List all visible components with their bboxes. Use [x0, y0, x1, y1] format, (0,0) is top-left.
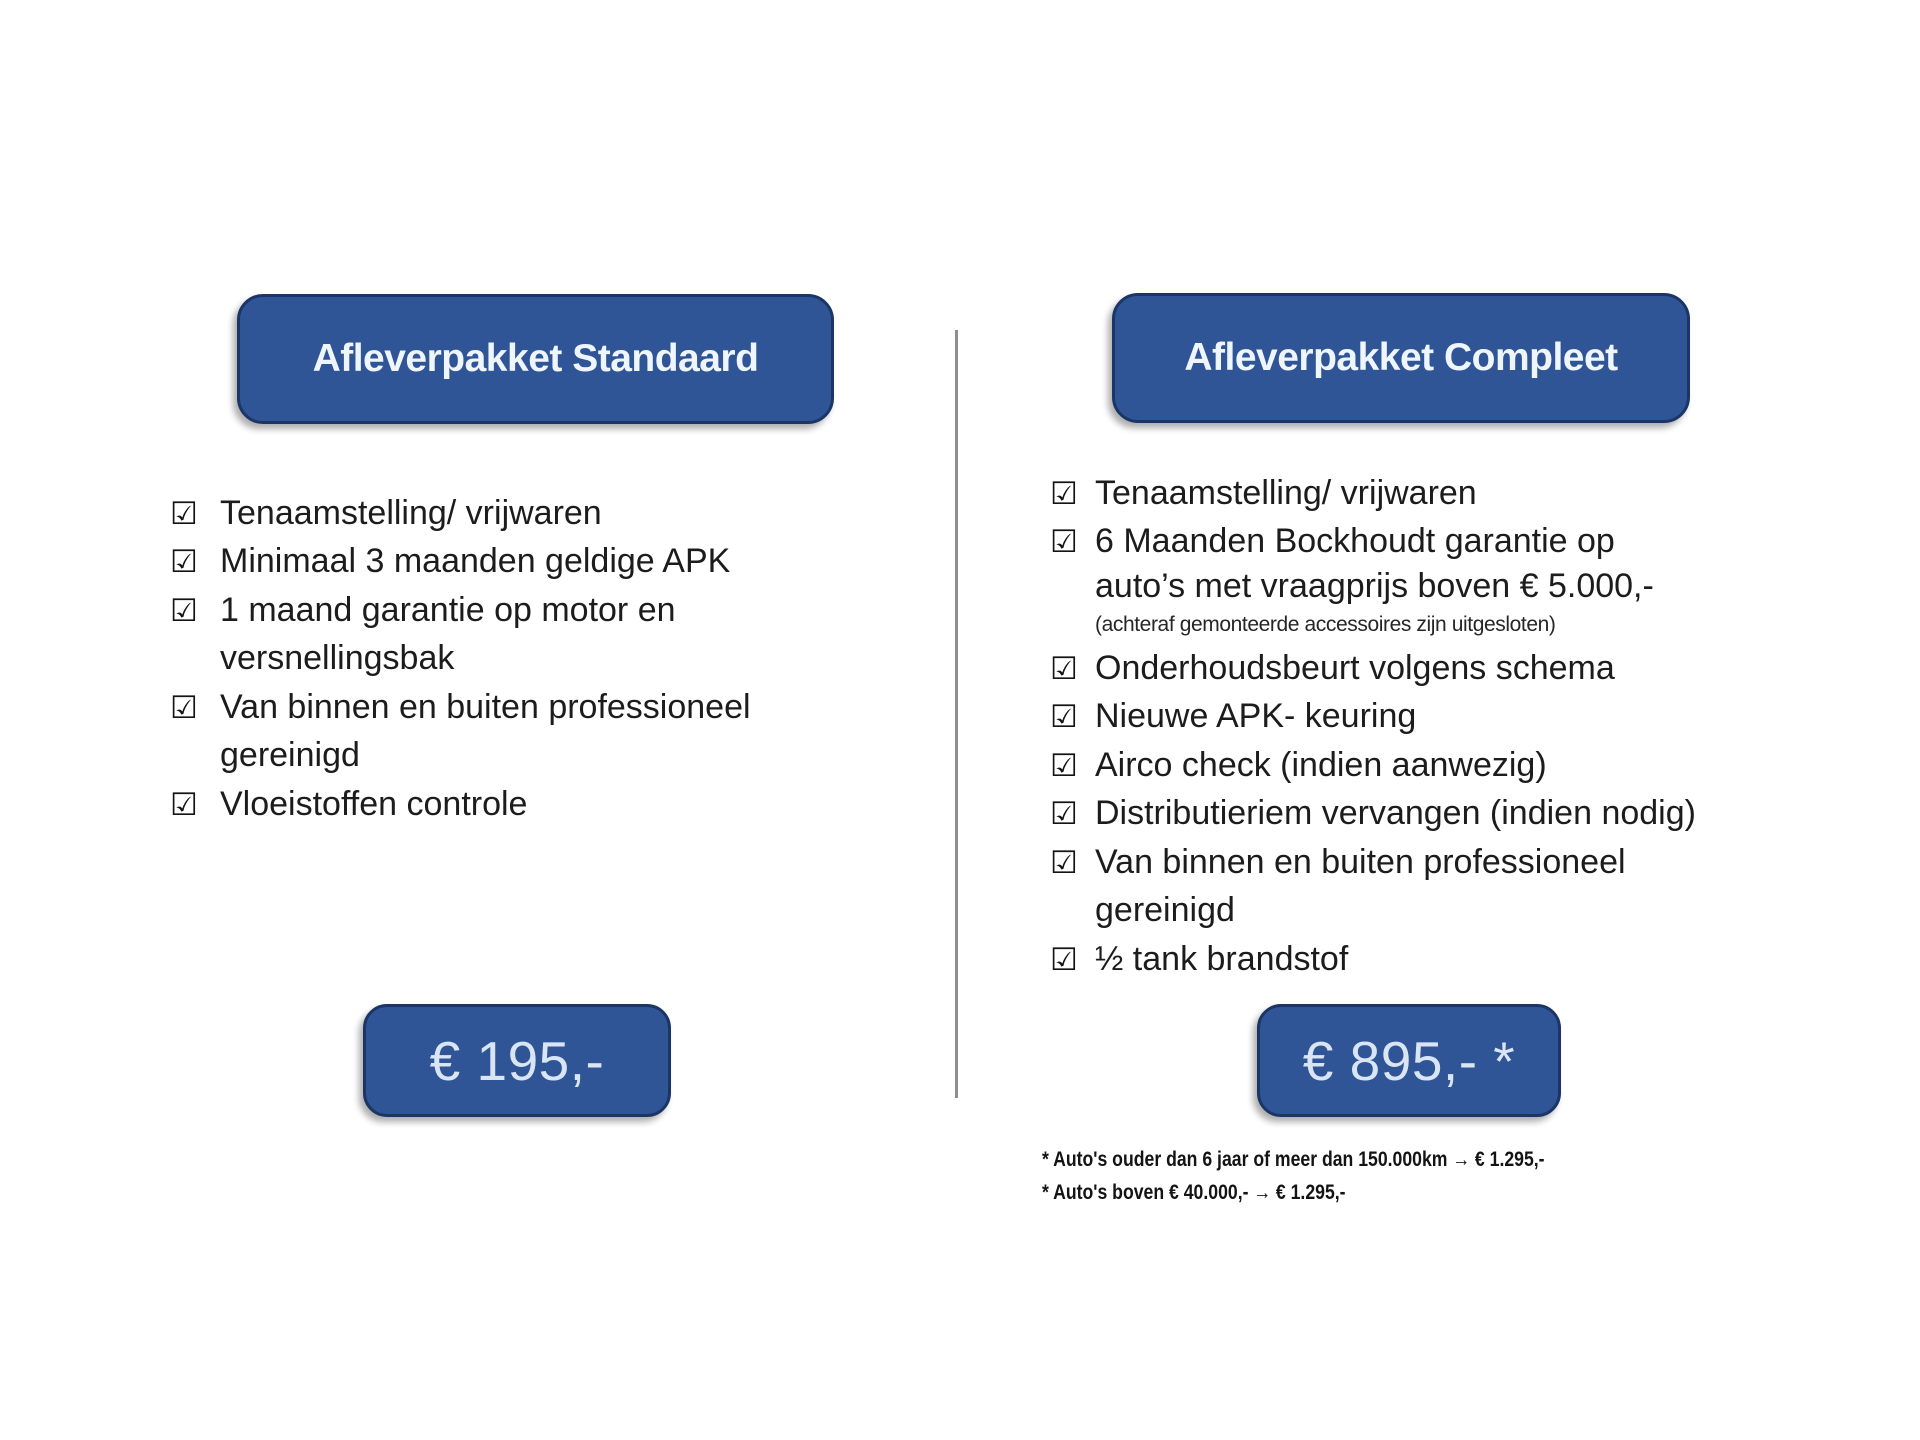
list-item [170, 538, 870, 587]
list-item-text: Van binnen en buiten professioneel [220, 687, 751, 726]
checked-checkbox-icon: ☑ [1050, 796, 1078, 832]
checked-checkbox-icon: ☑ [1050, 844, 1078, 880]
checked-checkbox-icon: ☑ [170, 495, 198, 531]
list-item-text: 1 maand garantie op motor en [220, 590, 676, 629]
list-item [170, 683, 870, 732]
package-compleet-price [1257, 1004, 1561, 1117]
footnote-text: * Auto's boven € 40.000,- → € 1.295,- [1042, 1180, 1346, 1204]
list-item [1050, 838, 1810, 887]
list-item-text: Minimaal 3 maanden geldige APK [220, 542, 731, 581]
list-item [170, 489, 870, 538]
list-item-continuation [1050, 887, 1810, 936]
list-item [1050, 693, 1810, 742]
list-item-text: Onderhoudsbeurt volgens schema [1095, 648, 1615, 687]
list-item-text: 6 Maanden Bockhoudt garantie op [1095, 522, 1615, 561]
package-standaard-list [170, 489, 870, 829]
list-item-text: Vloeistoffen controle [220, 784, 528, 823]
footnote-text: * Auto's ouder dan 6 jaar of meer dan 150.000km → € 1.295,- [1042, 1147, 1545, 1171]
list-item [1050, 935, 1810, 984]
list-item [1050, 644, 1810, 693]
checked-checkbox-icon: ☑ [1050, 699, 1078, 735]
list-item-text: gereinigd [220, 736, 360, 775]
column-divider [955, 330, 958, 1098]
footnote [1042, 1176, 1640, 1209]
list-item [170, 586, 870, 635]
list-item-text: Tenaamstelling/ vrijwaren [220, 493, 602, 532]
package-compleet-header [1112, 293, 1690, 423]
checked-checkbox-icon: ☑ [1050, 747, 1078, 783]
price-compleet: € 895,- * [1302, 1029, 1516, 1092]
list-item [1050, 741, 1810, 790]
package-standaard-title: Afleverpakket Standaard [312, 337, 759, 380]
list-item-note-text: (achteraf gemonteerde accessoires zijn uitgesloten) [1095, 613, 1556, 636]
list-item-text: Nieuwe APK- keuring [1095, 697, 1417, 736]
list-item [1050, 518, 1810, 567]
list-item-text: Distributieriem vervangen (indien nodig) [1095, 794, 1696, 833]
checked-checkbox-icon: ☑ [170, 786, 198, 822]
list-item-text: auto’s met vraagprijs boven € 5.000,- [1095, 566, 1654, 605]
package-standaard-price [363, 1004, 671, 1117]
checked-checkbox-icon: ☑ [1050, 650, 1078, 686]
list-item-note [1050, 606, 1810, 644]
checked-checkbox-icon: ☑ [1050, 475, 1078, 511]
checked-checkbox-icon: ☑ [170, 544, 198, 580]
list-item-text: versnellingsbak [220, 639, 455, 678]
checked-checkbox-icon: ☑ [170, 592, 198, 628]
package-standaard-header [237, 294, 834, 424]
list-item-text: gereinigd [1095, 891, 1235, 930]
list-item-text: Tenaamstelling/ vrijwaren [1095, 473, 1477, 512]
package-compleet-list [1050, 469, 1810, 984]
package-compleet-title: Afleverpakket Compleet [1184, 336, 1618, 379]
list-item-continuation [170, 635, 870, 684]
footnotes [1042, 1143, 1640, 1209]
list-item [170, 780, 870, 829]
price-standaard: € 195,- [429, 1029, 605, 1092]
list-item [1050, 790, 1810, 839]
footnote [1042, 1143, 1640, 1176]
checked-checkbox-icon: ☑ [170, 689, 198, 725]
list-item-continuation [170, 732, 870, 781]
list-item-text: ½ tank brandstof [1095, 939, 1349, 978]
list-item-text: Van binnen en buiten professioneel [1095, 842, 1626, 881]
list-item-continuation [1050, 566, 1810, 606]
checked-checkbox-icon: ☑ [1050, 524, 1078, 560]
list-item [1050, 469, 1810, 518]
checked-checkbox-icon: ☑ [1050, 941, 1078, 977]
list-item-text: Airco check (indien aanwezig) [1095, 745, 1547, 784]
